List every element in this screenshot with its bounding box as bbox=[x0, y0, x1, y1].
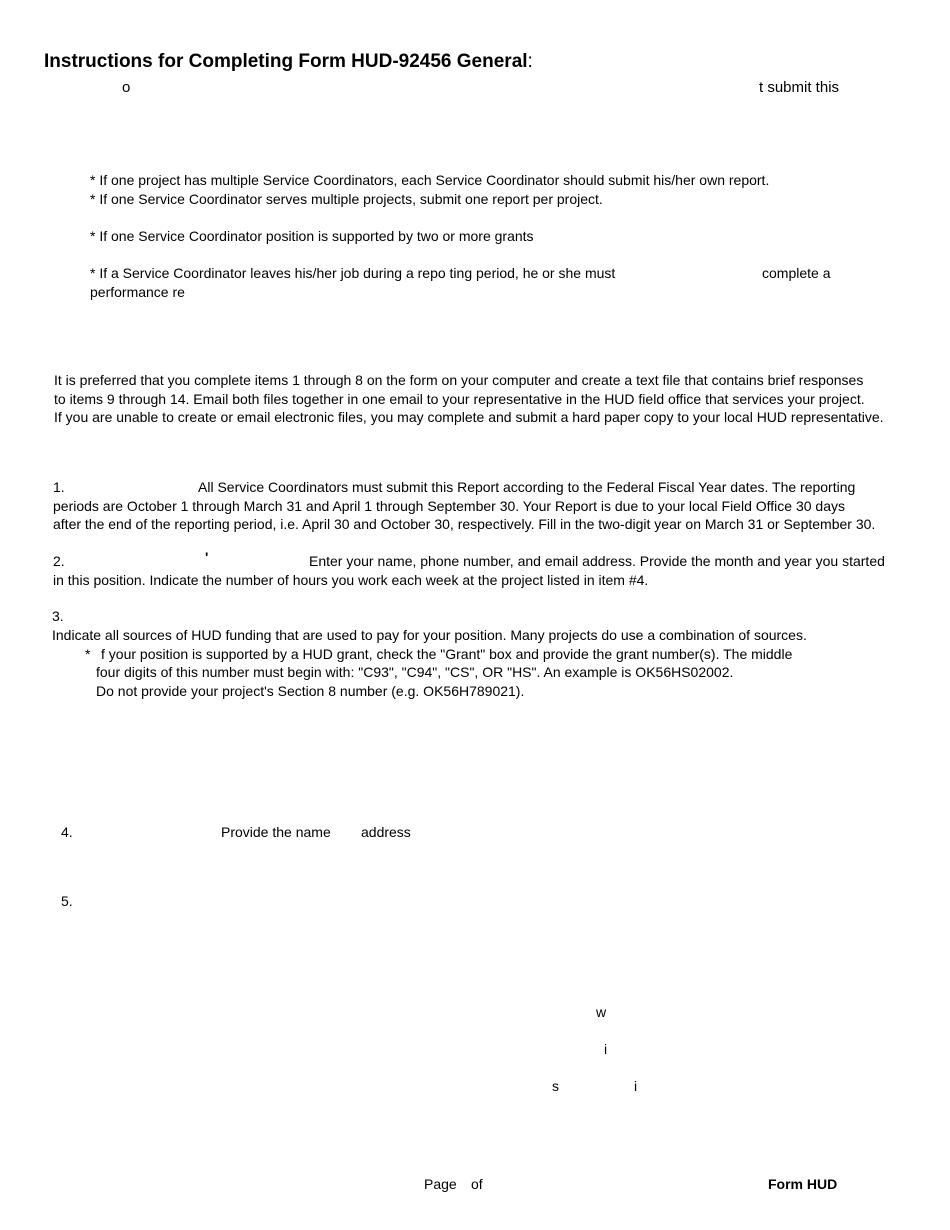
item-3-line-1: Indicate all sources of HUD funding that are used to pay for your position. Many projects do use a combination of sources. bbox=[52, 627, 807, 643]
item-2-number: 2. bbox=[53, 553, 65, 569]
footer-form: Form HUD bbox=[768, 1176, 838, 1192]
bullet-coordinator-leaves: * If a Service Coordinator leaves his/her job during a repo ting period, he or she must bbox=[90, 265, 616, 281]
item-2-line-2: in this position. Indicate the number of hours you work each week at the project listed in item #4. bbox=[53, 572, 649, 588]
item-3-bullet-star: * bbox=[85, 646, 91, 662]
item-1-line-3: after the end of the reporting period, i.e. April 30 and October 30, respectively. Fill in the two-digit year on March 31 or September 30. bbox=[53, 516, 876, 532]
footer-of: of bbox=[471, 1176, 483, 1192]
bullet-coordinator-leaves-cont: performance re bbox=[90, 284, 185, 300]
item-2-line-1: Enter your name, phone number, and email address. Provide the month and year you started bbox=[309, 553, 885, 569]
item-4-text-a: Provide the name bbox=[221, 824, 331, 840]
item-3-bullet-line-3: Do not provide your project's Section 8 number (e.g. OK56H789021). bbox=[96, 683, 525, 699]
bullet-coordinator-leaves-right: complete a bbox=[762, 265, 831, 281]
general-fragment-right: t submit this bbox=[759, 79, 840, 96]
item-4-number: 4. bbox=[61, 824, 73, 840]
general-fragment-left: o bbox=[122, 79, 131, 96]
item-3-bullet-line-1: f your position is supported by a HUD grant, check the "Grant" box and provide the grant number(s). The middle bbox=[101, 646, 793, 662]
preferred-paragraph bbox=[54, 371, 884, 427]
bullet-multiple-coordinators: * If one project has multiple Service Coordinators, each Service Coordinator should submit his/her own report. bbox=[90, 172, 770, 188]
fragment-i-1: i bbox=[604, 1041, 608, 1057]
preferred-line-2: to items 9 through 14. Email both files together in one email to your representative in the HUD field office that services your project. bbox=[54, 390, 865, 407]
title-colon: : bbox=[527, 51, 533, 72]
item-1-line-2: periods are October 1 through March 31 and April 1 through September 30. Your Report is due to your local Field Office 30 days bbox=[53, 498, 845, 514]
fragment-s: s bbox=[552, 1078, 559, 1094]
item-3-bullet-line-2: four digits of this number must begin with: "C93", "C94", "CS", OR "HS". An example is OK56HS02002. bbox=[96, 664, 734, 680]
fragment-i-2: i bbox=[634, 1078, 638, 1094]
bullet-multiple-projects: * If one Service Coordinator serves multiple projects, submit one report per project. bbox=[90, 191, 603, 207]
title-general: General bbox=[456, 51, 528, 72]
item-1-line-1: All Service Coordinators must submit this Report according to the Federal Fiscal Year dates. The reporting bbox=[198, 479, 856, 495]
fragment-w: w bbox=[596, 1004, 607, 1020]
preferred-line-1: It is preferred that you complete items 1 through 8 on the form on your computer and create a text file that contains brief responses bbox=[54, 372, 864, 388]
item-1-number: 1. bbox=[53, 479, 65, 495]
item-2-apostrophe: ' bbox=[205, 549, 209, 565]
item-5-number: 5. bbox=[61, 893, 73, 909]
preferred-line-3: If you are unable to create or email electronic files, you may complete and submit a hard paper copy to your local HUD representative. bbox=[54, 409, 884, 426]
page-title bbox=[44, 50, 533, 74]
footer-page: Page bbox=[424, 1176, 457, 1192]
bullet-multiple-grants: * If one Service Coordinator position is supported by two or more grants bbox=[90, 228, 534, 244]
item-4-text-b: address bbox=[361, 824, 411, 840]
title-text: Instructions for Completing Form HUD-92456 bbox=[44, 51, 452, 72]
item-3-number: 3. bbox=[52, 608, 64, 624]
